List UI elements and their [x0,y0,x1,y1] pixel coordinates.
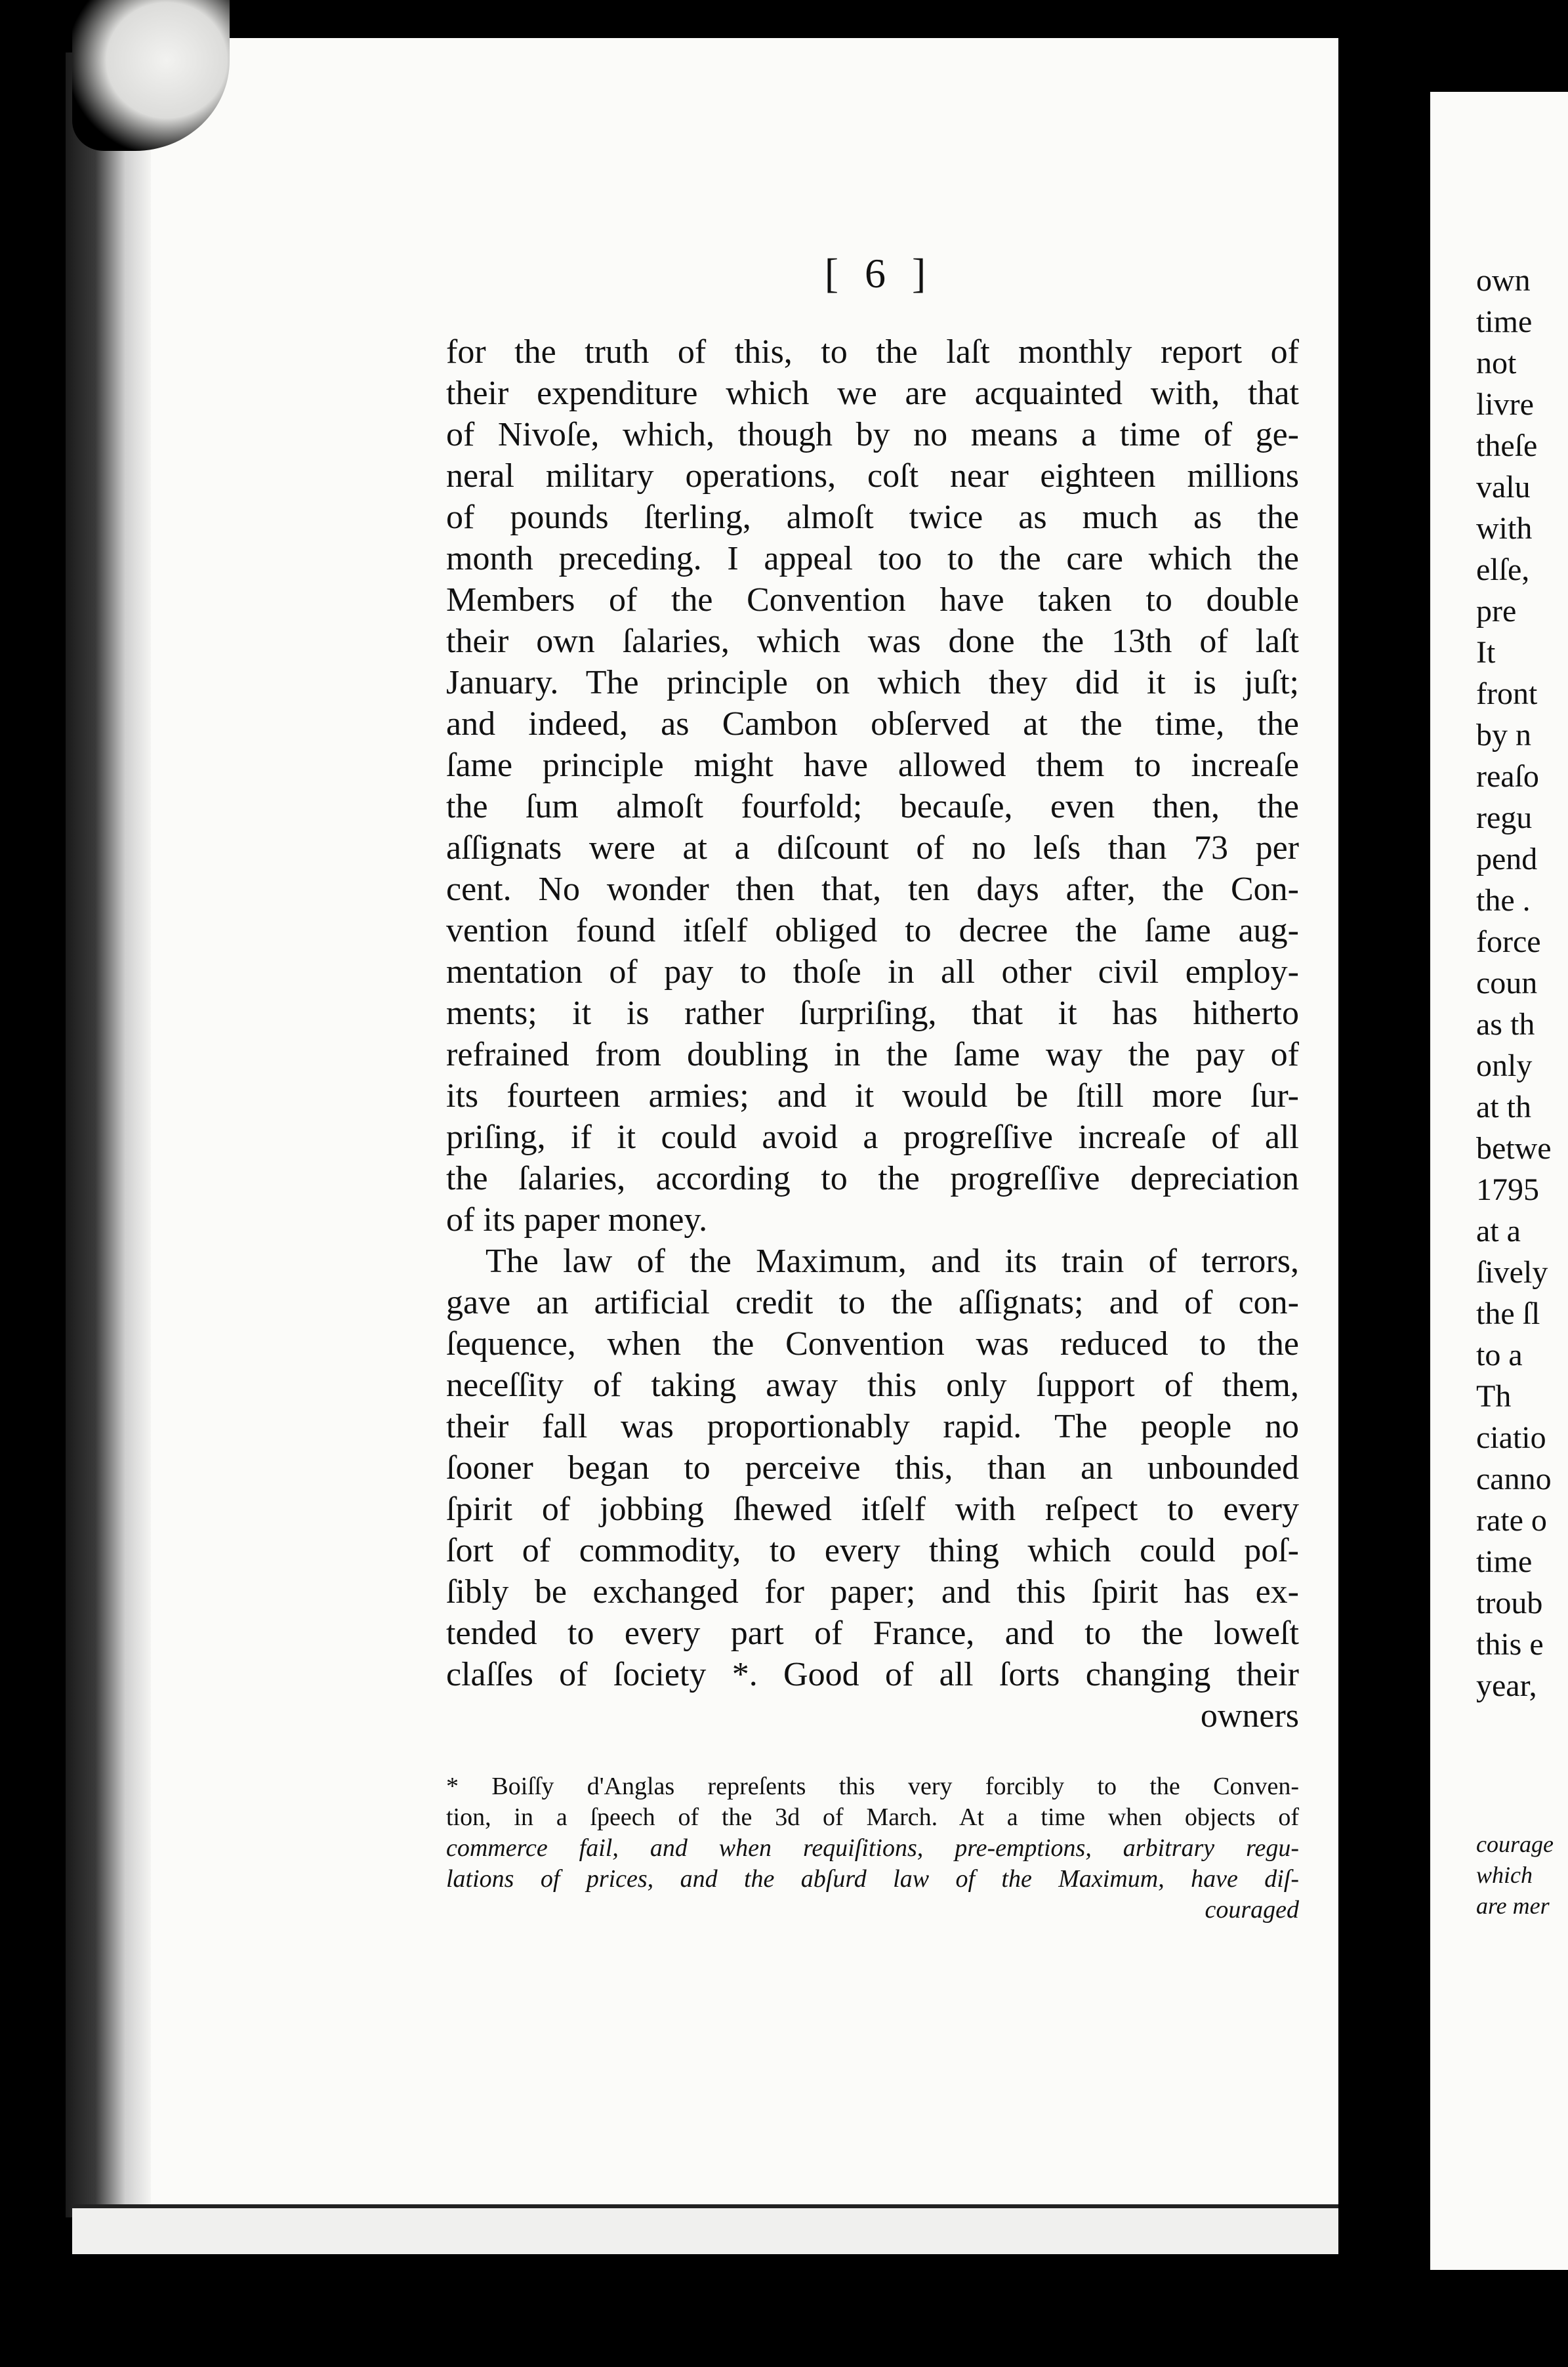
facing-page-fragment: livre [1476,387,1534,422]
facing-page-fragment: time [1476,1544,1533,1579]
footnote-catchword: couraged [1205,1896,1299,1924]
facing-page-fragment: by n [1476,718,1531,752]
facing-page-fragment: coun [1476,966,1538,1000]
body-text [446,331,1299,1737]
body-line: claſſes of ſociety *. Good of all ſorts changing their [446,1656,1299,1693]
body-line: Members of the Convention have taken to double [446,581,1299,619]
facing-page-fragment: only [1476,1048,1533,1083]
page-binding-edge [66,52,151,2217]
facing-page-footnote-fragment: are mer [1476,1893,1550,1919]
facing-page-fragment: pre [1476,594,1517,628]
facing-page-fragment: the . [1476,883,1531,918]
body-line: January. The principle on which they did it is juſt; [446,664,1299,701]
facing-page-fragment: pend [1476,842,1538,876]
catchword: owners [1200,1697,1299,1735]
body-line: the ſalaries, according to the progreſſive depreciation [446,1160,1299,1197]
body-line: ſort of commodity, to every thing which could poſ- [446,1532,1299,1569]
body-line: vention found itſelf obliged to decree the ſame aug- [446,912,1299,949]
page-bottom-edge [72,2204,1338,2254]
facing-page-fragment: elſe, [1476,552,1530,587]
facing-page-fragment: Th [1476,1379,1512,1414]
footnote [446,1771,1299,1925]
facing-page-fragment: betwe [1476,1131,1552,1166]
facing-page-fragment: front [1476,676,1538,711]
body-line: tended to every part of France, and to the loweſt [446,1615,1299,1652]
facing-page-fragment: force [1476,924,1541,959]
body-line: refrained from doubling in the ſame way the pay of [446,1036,1299,1073]
body-line: mentation of pay to thoſe in all other civil employ- [446,953,1299,991]
footnote-line: tion, in a ſpeech of the 3d of March. At a time when objects of [446,1803,1299,1831]
body-line: their expenditure which we are acquainted with, that [446,375,1299,412]
body-line: its fourteen armies; and it would be ſtill more ſur- [446,1077,1299,1115]
body-line: the ſum almoſt fourfold; becauſe, even then, the [446,788,1299,825]
body-line: their own ſalaries, which was done the 13th of laſt [446,623,1299,660]
facing-page-fragment: with [1476,511,1533,546]
footnote-line: lations of prices, and the abſurd law of the Maximum, have diſ- [446,1865,1299,1893]
facing-page-fragment: own [1476,263,1531,298]
facing-page-fragment: at a [1476,1214,1521,1248]
body-line: ſame principle might have allowed them to increaſe [446,747,1299,784]
body-line: aſſignats were at a diſcount of no leſs than 73 per [446,829,1299,867]
body-line: their fall was proportionably rapid. The people no [446,1408,1299,1445]
facing-page-fragment: regu [1476,800,1533,835]
facing-page-edge [1430,92,1568,2270]
body-line: priſing, if it could avoid a progreſſive increaſe of all [446,1119,1299,1156]
page-number-header: [ 6 ] [824,250,934,297]
body-line: for the truth of this, to the laſt monthly report of [446,333,1299,371]
body-line: gave an artificial credit to the aſſignats; and of con- [446,1284,1299,1321]
facing-page-footnote-fragment: which [1476,1862,1533,1888]
facing-page-footnote-fragment: courage [1476,1831,1554,1857]
body-line: ſibly be exchanged for paper; and this ſpirit has ex- [446,1573,1299,1611]
facing-page-fragment: reaſo [1476,759,1539,794]
facing-page-fragment: rate o [1476,1503,1547,1538]
facing-page-fragment: time [1476,304,1533,339]
body-line: of Nivoſe, which, though by no means a time of ge- [446,416,1299,453]
body-line: month preceding. I appeal too to the care which the [446,540,1299,577]
body-line: ſpirit of jobbing ſhewed itſelf with reſpect to every [446,1491,1299,1528]
facing-page-fragment: not [1476,346,1517,381]
facing-page-fragment: theſe [1476,428,1538,463]
body-line: The law of the Maximum, and its train of terrors, [485,1243,1299,1280]
facing-page-fragment: this e [1476,1627,1544,1662]
body-line: neral military operations, coſt near eighteen millions [446,457,1299,495]
facing-page-fragment: year, [1476,1668,1537,1703]
facing-page-fragment: canno [1476,1462,1552,1496]
footnote-line: commerce fail, and when requiſitions, pre-emptions, arbitrary regu- [446,1834,1299,1862]
body-line: of pounds ſterling, almoſt twice as much as the [446,499,1299,536]
facing-page-fragment: valu [1476,470,1531,504]
body-line: of its paper money. [446,1201,708,1239]
facing-page-fragment: It [1476,635,1496,670]
facing-page-fragment: the ſl [1476,1296,1540,1331]
body-line: and indeed, as Cambon obſerved at the time, the [446,705,1299,743]
facing-page-fragment: to a [1476,1338,1523,1372]
facing-page-fragment: 1795 [1476,1172,1539,1207]
page-gutter [1338,66,1430,2296]
body-line: ſooner began to perceive this, than an unbounded [446,1449,1299,1487]
body-line: ments; it is rather ſurpriſing, that it has hitherto [446,995,1299,1032]
facing-page-fragment: at th [1476,1090,1531,1124]
body-line: ſequence, when the Convention was reduced to the [446,1325,1299,1363]
body-line: neceſſity of taking away this only ſupport of them, [446,1367,1299,1404]
facing-page-fragment: as th [1476,1007,1535,1042]
body-line: cent. No wonder then that, ten days after, the Con- [446,871,1299,908]
facing-page-fragment: ſively [1476,1255,1548,1290]
facing-page-fragment: ciatio [1476,1420,1546,1455]
footnote-line: * Boiſſy d'Anglas repreſents this very forcibly to the Conven- [446,1773,1299,1800]
facing-page-fragment: troub [1476,1586,1543,1620]
